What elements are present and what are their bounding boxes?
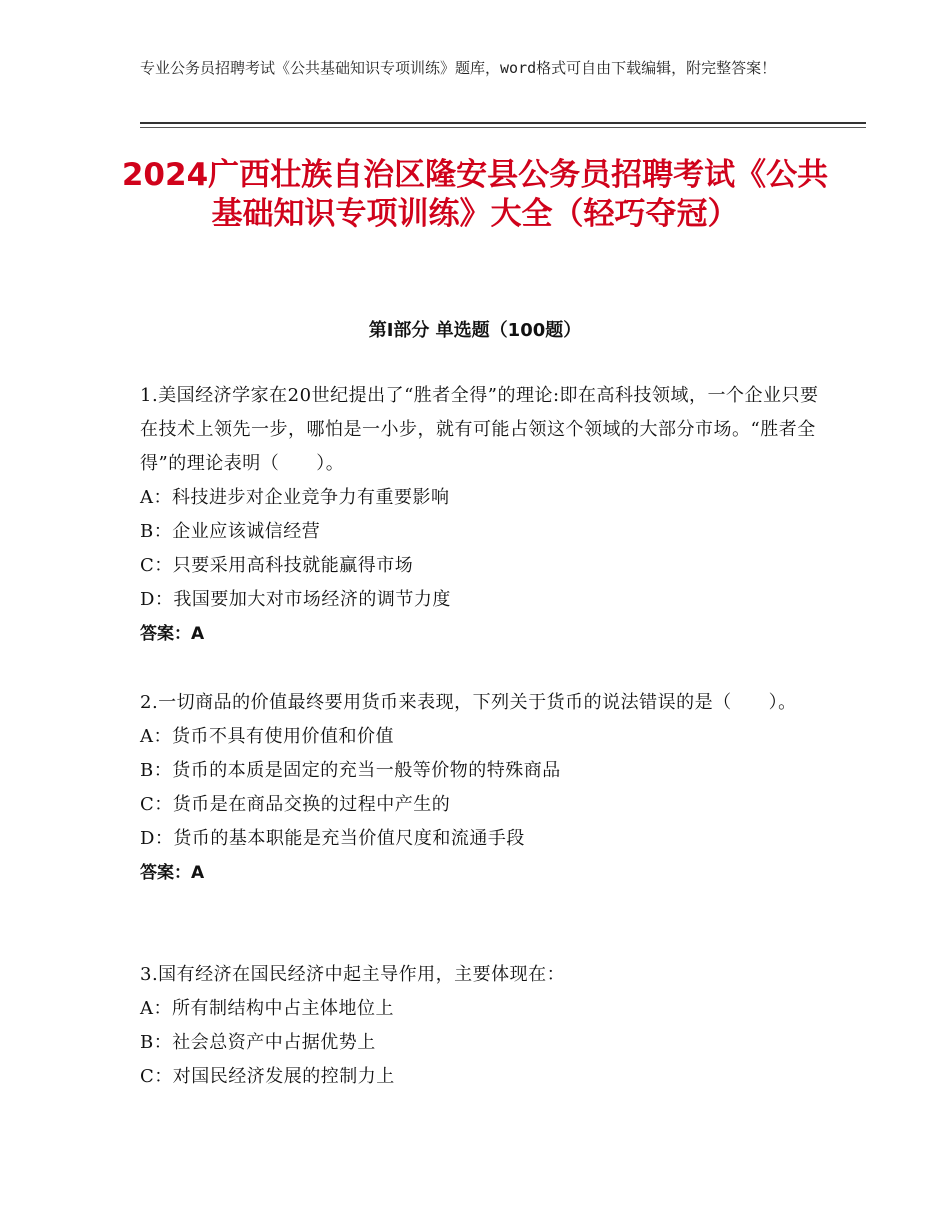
option-c: C：只要采用高科技就能赢得市场: [140, 555, 414, 576]
option-d: D：货币的基本职能是充当价值尺度和流通手段: [140, 828, 525, 849]
header-note: 专业公务员招聘考试《公共基础知识专项训练》题库，word格式可自由下载编辑，附完整答案！: [140, 59, 777, 77]
option-c: C：对国民经济发展的控制力上: [140, 1066, 395, 1087]
header-divider-thin: [140, 127, 866, 128]
option-b: B：货币的本质是固定的充当一般等价物的特殊商品: [140, 760, 561, 781]
answer-label: 答案：A: [140, 863, 205, 883]
answer-label: 答案：A: [140, 624, 205, 644]
question-text: 1.美国经济学家在20世纪提出了“胜者全得”的理论:即在高科技领域，一个企业只要在技术上领先一步，哪怕是一小步，就有可能占领这个领域的大部分市场。“胜者全得”的理论表明（ ）。: [140, 385, 819, 474]
option-a: A：所有制结构中占主体地位上: [140, 998, 394, 1019]
question-text: 2.一切商品的价值最终要用货币来表现，下列关于货币的说法错误的是（ ）。: [140, 692, 797, 713]
header-divider-thick: [140, 122, 866, 124]
question-3: [140, 958, 820, 1094]
option-c: C：货币是在商品交换的过程中产生的: [140, 794, 451, 815]
option-a: A：货币不具有使用价值和价值: [140, 726, 394, 747]
option-b: B：社会总资产中占据优势上: [140, 1032, 376, 1053]
option-b: B：企业应该诚信经营: [140, 521, 321, 542]
question-text: 3.国有经济在国民经济中起主导作用，主要体现在：: [140, 964, 566, 985]
question-1: [140, 379, 820, 651]
question-2: [140, 686, 820, 890]
option-d: D：我国要加大对市场经济的调节力度: [140, 589, 451, 610]
section-heading: 第Ⅰ部分 单选题（100题）: [368, 320, 582, 341]
option-a: A：科技进步对企业竞争力有重要影响: [140, 487, 450, 508]
document-title: 2024广西壮族自治区隆安县公务员招聘考试《公共基础知识专项训练》大全（轻巧夺冠）: [121, 157, 829, 232]
